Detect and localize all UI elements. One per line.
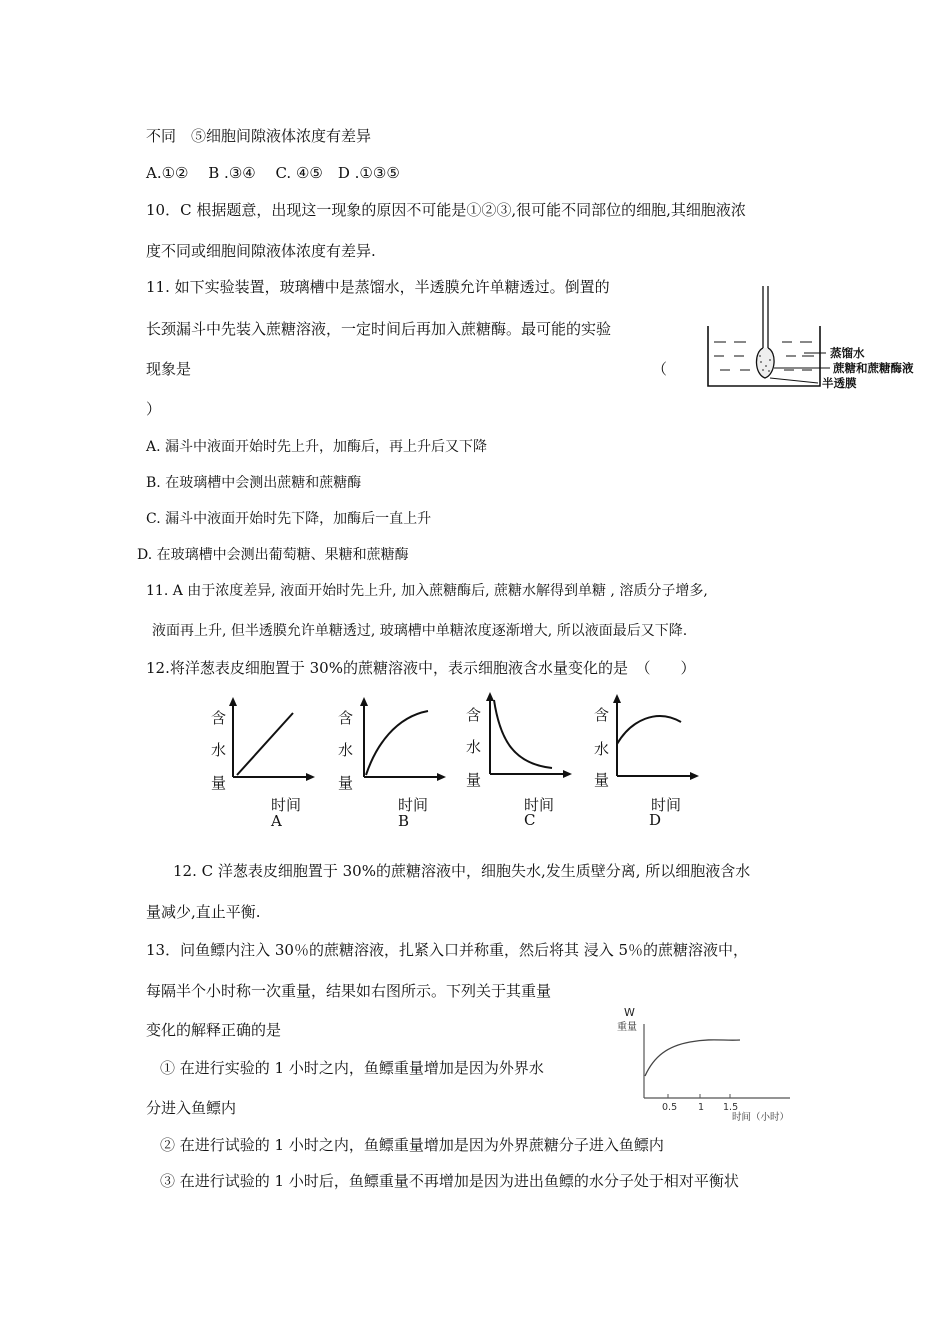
q13-item1-line2: 分进入鱼鳔内 (146, 1099, 237, 1117)
q12-c-letter: C (524, 811, 536, 829)
q12-a-xlabel: 时间 (271, 796, 302, 814)
q11-answer-paren-open: （ (652, 360, 668, 378)
q10-answer-line2: 度不同或细胞间隙液体浓度有差异. (146, 242, 376, 260)
q11-answer-line2: 液面再上升, 但半透膜允许单糖透过, 玻璃槽中单糖浓度逐渐增大, 所以液面最后又下降. (152, 623, 688, 639)
q13-item3: ③ 在进行试验的 1 小时后，鱼鳔重量不再增加是因为进出鱼鳔的水分子处于相对平衡状 (160, 1172, 739, 1190)
q11-option-a: A. 漏斗中液面开始时先上升，加酶后，再上升后又下降 (146, 439, 488, 455)
q12-a-ylabel-1: 含 (211, 709, 227, 727)
q13-stem-line3: 变化的解释正确的是 (146, 1021, 282, 1039)
q10-answer-line1: 10．C 根据题意，出现这一现象的原因不可能是①②③,很可能不同部位的细胞,其细胞液浓 (146, 201, 746, 219)
q12-graph-a (205, 695, 325, 830)
q12-graph-c (462, 690, 582, 829)
q11-stem-line3: 现象是 (146, 360, 192, 378)
q13-graph-w-label: W (624, 1006, 635, 1019)
q12-d-ylabel-1: 含 (594, 706, 610, 724)
q12-d-letter: D (649, 811, 662, 829)
q12-graph-b (336, 695, 456, 830)
q13-graph-x-label: 时间（小时） (732, 1112, 790, 1123)
q11-stem-line2: 长颈漏斗中先装入蔗糖溶液，一定时间后再加入蔗糖酶。最可能的实验 (146, 320, 612, 338)
q10-condition-line: 不同 ⑤细胞间隙液体浓度有差异 (146, 127, 372, 145)
q13-graph-tick-1: 1 (698, 1102, 705, 1113)
q11-answer-line1: 11. A 由于浓度差异, 液面开始时先上升, 加入蔗糖酶后, 蔗糖水解得到单糖 , 溶质分子增多, (146, 583, 708, 599)
q12-c-xlabel: 时间 (524, 796, 555, 814)
q10-options: A.①② B .③④ C. ④⑤ D .①③⑤ (146, 164, 400, 182)
q12-b-ylabel-2: 水 (338, 741, 354, 759)
q11-answer-paren-close: ） (146, 400, 162, 418)
q13-item2: ② 在进行试验的 1 小时之内，鱼鳔重量增加是因为外界蔗糖分子进入鱼鳔内 (160, 1136, 664, 1154)
q11-option-d: D. 在玻璃槽中会测出葡萄糖、果糖和蔗糖酶 (137, 547, 409, 563)
q12-c-ylabel-2: 水 (466, 738, 482, 756)
q13-item1-line1: ① 在进行实验的 1 小时之内，鱼鳔重量增加是因为外界水 (160, 1059, 544, 1077)
q12-b-ylabel-3: 量 (338, 774, 354, 792)
q12-graph-d (591, 692, 711, 829)
q12-d-ylabel-3: 量 (594, 771, 610, 789)
q12-answer-line2: 量减少,直止平衡. (146, 903, 261, 921)
q12-c-ylabel-3: 量 (466, 771, 482, 789)
q13-stem-line2: 每隔半个小时称一次重量，结果如右图所示。下列关于其重量 (146, 982, 552, 1000)
q13-graph-y-label: 重量 (617, 1022, 637, 1033)
q11-label-water: 蒸馏水 (830, 346, 865, 360)
q13-weight-graph (612, 1004, 804, 1124)
q13-stem-line1: 13．问鱼鳔内注入 30％的蔗糖溶液，扎紧入口并称重，然后将其 浸入 5％的蔗糖溶液中， (146, 941, 749, 959)
q12-b-ylabel-1: 含 (338, 709, 354, 727)
q12-answer-line1: 12. C 洋葱表皮细胞置于 30%的蔗糖溶液中，细胞失水,发生质壁分离, 所以细胞液含水 (173, 862, 751, 880)
q12-d-xlabel: 时间 (651, 796, 682, 814)
q12-b-xlabel: 时间 (398, 796, 429, 814)
q12-a-letter: A (271, 812, 282, 830)
q11-label-solution: 蔗糖和蔗糖酶液 (833, 361, 914, 375)
q12-a-ylabel-2: 水 (211, 741, 227, 759)
q11-option-b: B. 在玻璃槽中会测出蔗糖和蔗糖酶 (146, 475, 362, 491)
q12-b-letter: B (398, 812, 410, 830)
q13-graph-tick-1.5: 1.5 (723, 1102, 739, 1113)
q11-stem-line1: 11. 如下实验装置，玻璃槽中是蒸馏水，半透膜允许单糖透过。倒置的 (146, 278, 610, 296)
q12-c-ylabel-1: 含 (466, 706, 482, 724)
q12-a-ylabel-3: 量 (211, 774, 227, 792)
q12-d-ylabel-2: 水 (594, 740, 610, 758)
q11-option-c: C. 漏斗中液面开始时先下降，加酶后一直上升 (146, 511, 432, 527)
q13-graph-tick-0.5: 0.5 (662, 1102, 678, 1113)
q12-stem: 12.将洋葱表皮细胞置于 30%的蔗糖溶液中，表示细胞液含水量变化的是 （ ） (146, 659, 696, 677)
q11-label-membrane: 半透膜 (822, 376, 857, 390)
q11-apparatus-figure (700, 282, 936, 394)
